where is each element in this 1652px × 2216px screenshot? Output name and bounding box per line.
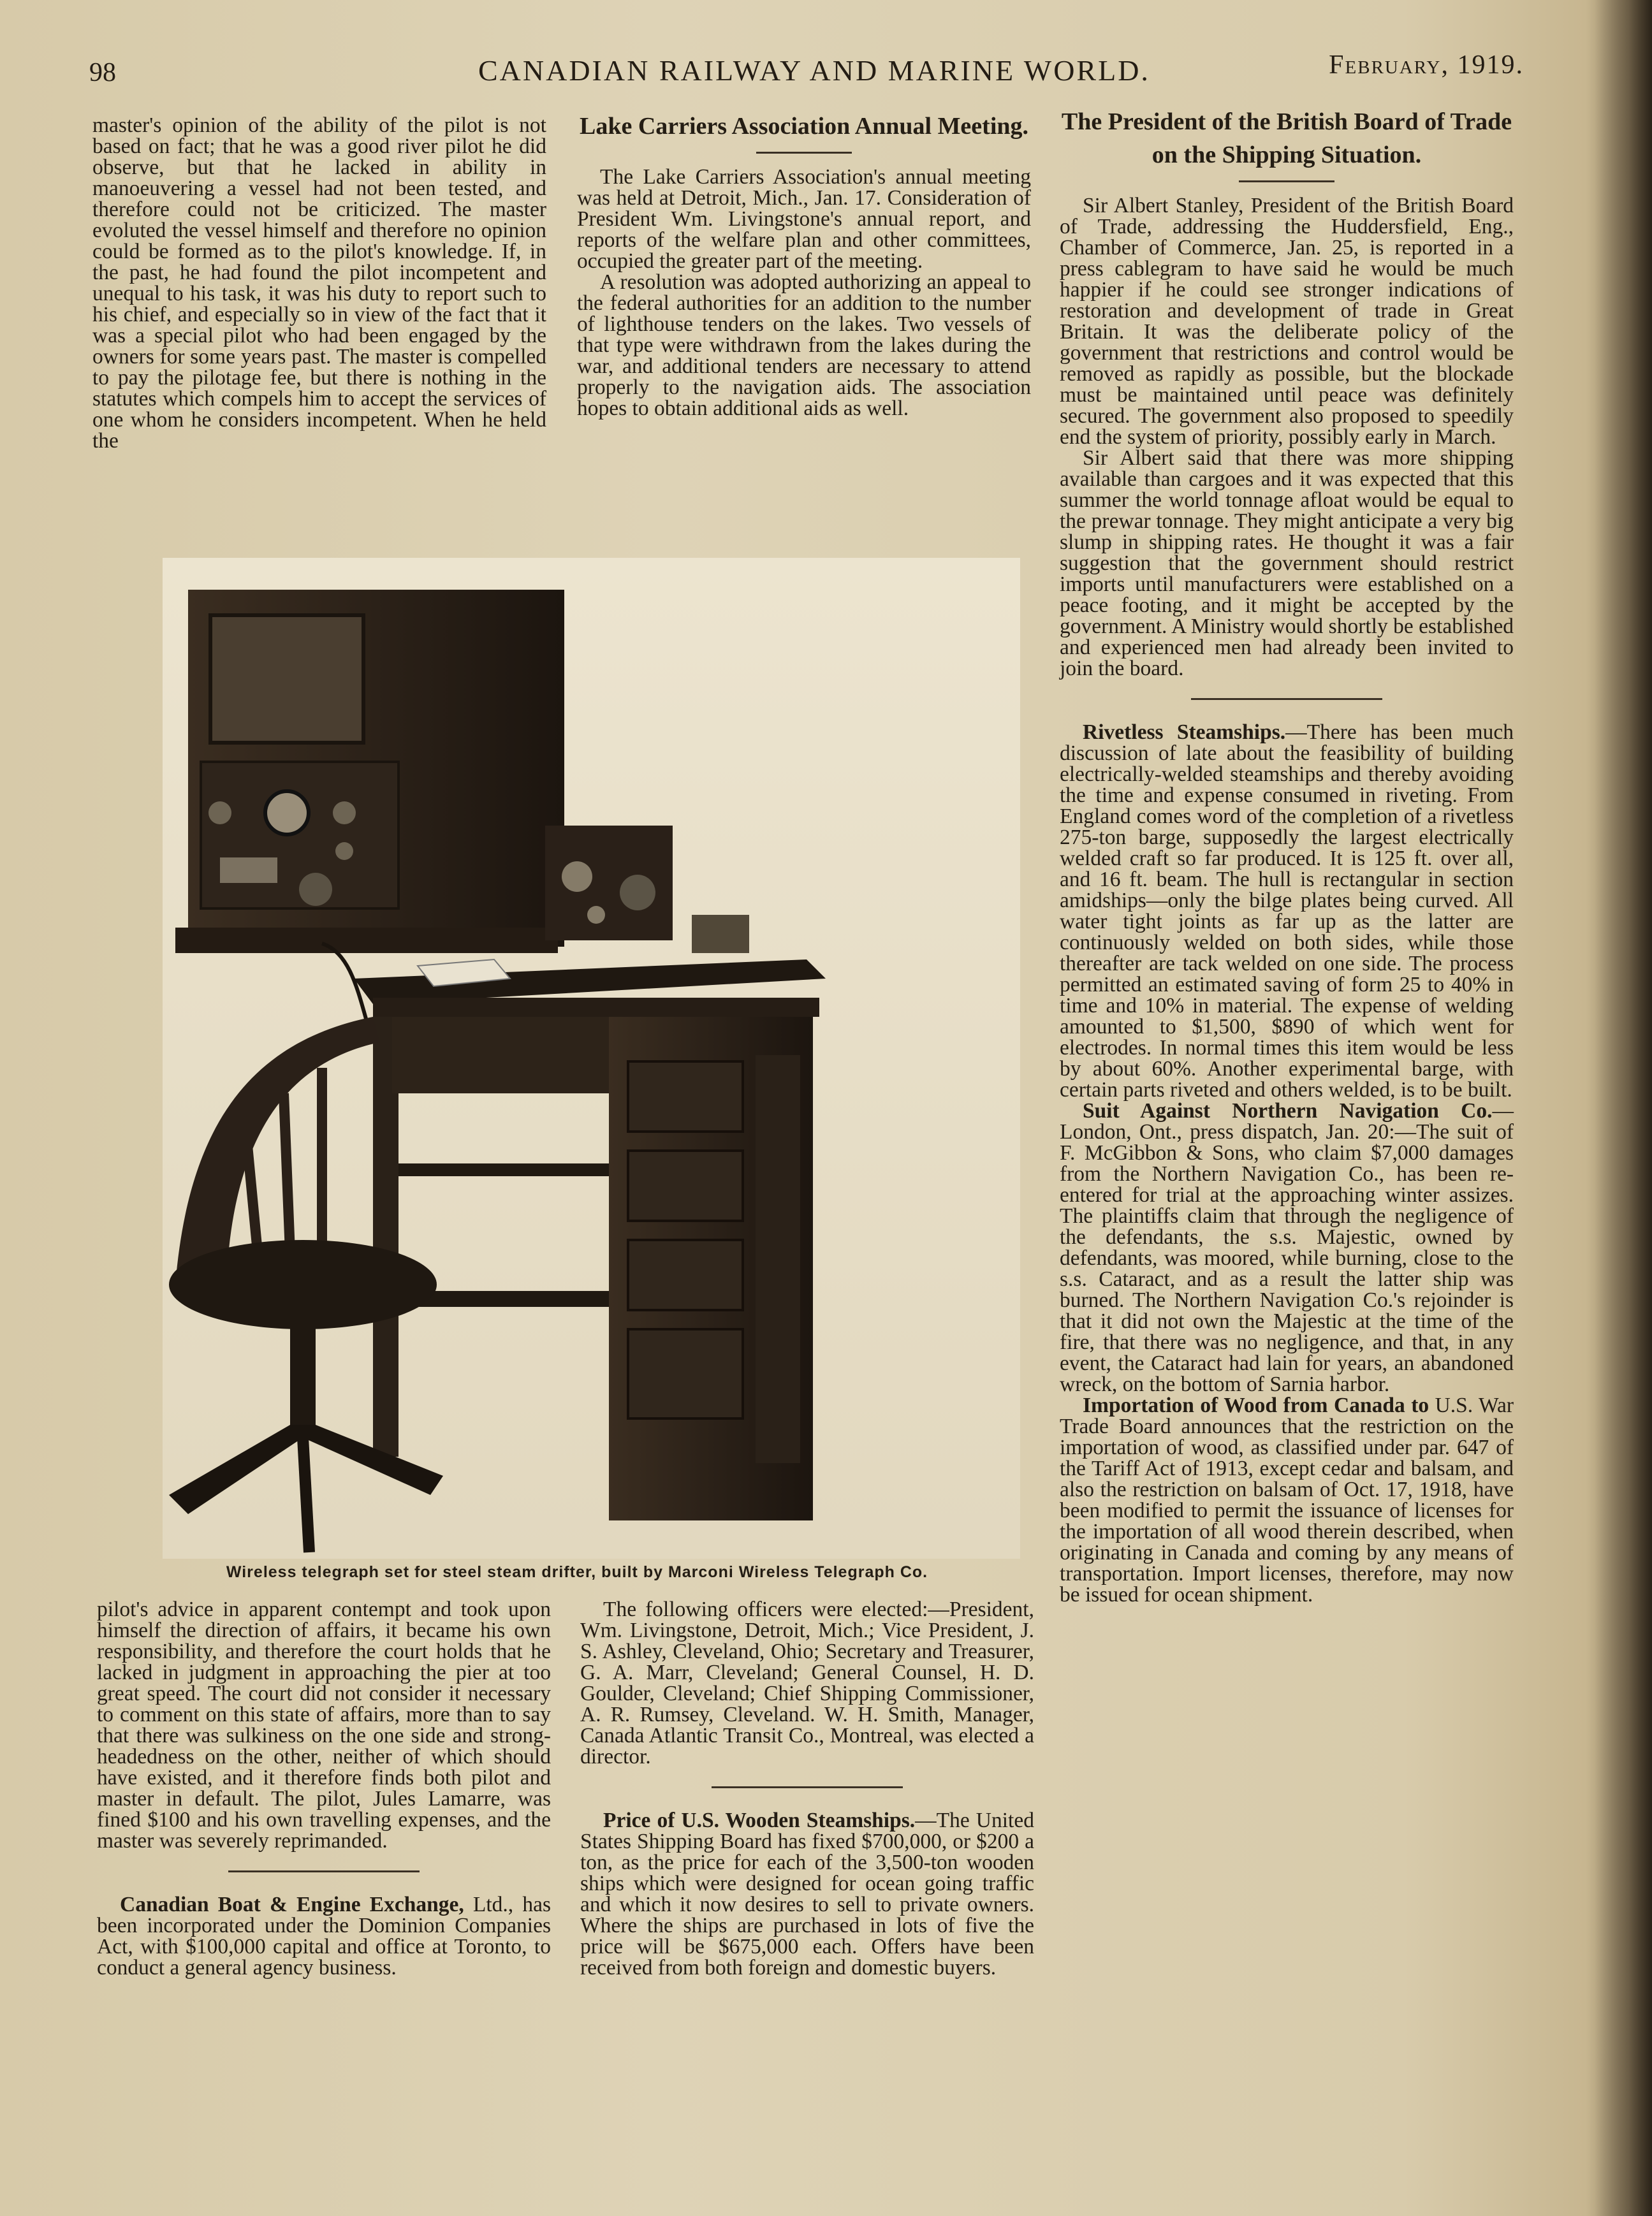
importation-heading: Importation of Wood from Canada to (1083, 1394, 1429, 1417)
wireless-set-photo (163, 558, 1020, 1559)
wireless-set-illustration (163, 558, 1020, 1559)
lake-carriers-p1: The Lake Carriers Association's annual meeting was held at Detroit, Mich., Jan. 17. Consideration of President Wm. Livingstone's annual report, and reports of the welfare plan and other committees, occupied the greater part of the meeting. (577, 165, 1031, 273)
divider (228, 1870, 420, 1872)
divider (756, 152, 852, 154)
publication-title: CANADIAN RAILWAY AND MARINE WORLD. (478, 54, 1150, 87)
column-1-bottom (97, 1599, 551, 1978)
price-steamships-body: —The United States Shipping Board has fixed $700,000, or $200 a ton, as the price for each of the 3,500-ton wooden ships which were designed for ocean going traffic and which it now desires to sell to private owners. Where the ships are purchased in lots of five the price will be $675,000 each. Offers have been received from both foreign and domestic buyers. (580, 1809, 1034, 1979)
lake-carriers-p2: A resolution was adopted authorizing an appeal to the federal authorities for an addition to the number of lighthouse tenders on the lakes. Two vessels of that type were withdrawn from the lakes during the war, and additional tenders are necessary to attend properly to the navigation aids. The association hopes to obtain additional aids as well. (577, 270, 1031, 420)
rivetless-heading: Rivetless Steamships. (1083, 720, 1286, 744)
binding-shadow (1595, 0, 1652, 2216)
running-header (89, 45, 1524, 96)
price-steamships-heading: Price of U.S. Wooden Steamships. (603, 1809, 916, 1832)
pilot-case-text-1: master's opinion of the ability of the pilot is not based on fact; that he was a good river pilot he did observe, but that he lacked in ability in manoeuvering a vessel had not been tested, and therefore could not be criticized. The master evoluted the vessel himself and therefore no opinion could be formed as to the pilot's knowledge. If, in the past, he had found the pilot incompetent and unequal to his task, it was his duty to report such to his chief, and especially so in view of the fact that it was a special pilot who had been engaged by the owners for some years past. The master is compelled to pay the pilotage fee, but there is nothing in the statutes which compels him to accept the services of one whom he considers incompetent. When he held the (92, 113, 546, 453)
photo-caption: Wireless telegraph set for steel steam drifter, built by Marconi Wireless Telegraph Co. (226, 1563, 928, 1581)
column-3 (1060, 105, 1514, 1605)
canadian-boat-heading: Canadian Boat & Engine Exchange, (120, 1893, 464, 1916)
suit-heading: Suit Against Northern Navigation Co. (1083, 1099, 1493, 1123)
divider (1239, 180, 1334, 182)
rivetless-article (1060, 722, 1514, 1100)
british-board-p1: Sir Albert Stanley, President of the British Board of Trade, addressing the Huddersfield, Eng., Chamber of Commerce, Jan. 25, is reported in a press cablegram to have said he would be much happier if he could see stronger indications of restoration and development of trade in Great Britain. It was the deliberate policy of the government that restrictions and control would be removed as rapidly as possible, but the blockade must be maintained until peace was definitely secured. The government also proposed to speedily end the system of priority, possibly early in March. (1060, 194, 1514, 449)
rivetless-body: —There has been much discussion of late about the feasibility of building electrically-welded steamships and thereby avoiding the time and expense consumed in riveting. From England comes word of the completion of a rivetless 275-ton barge, supposedly the largest electrically welded craft so far produced. It is 125 ft. over all, and 16 ft. beam. The hull is rectangular in section amidships—only the bilge plates being curved. All water tight joints as far up as the latter are continuously welded on both sides, while those thereafter are tack welded on one side. The process permitted an estimated saving of form 25 to 40% in time and 10% in material. The expense of welding amounted to $1,500, $890 of which went for electrodes. In normal times this item would be less by about 60%. Another experimental barge, with certain parts riveted and others welded, is to be built. (1060, 720, 1514, 1102)
importation-article (1060, 1395, 1514, 1605)
divider (1191, 698, 1382, 700)
importation-body: U.S. War Trade Board announces that the restriction on the importation of wood, as classified under par. 647 of the Tariff Act of 1913, except cedar and balsam, and also the restriction on balsam of Oct. 17, 1918, have been modified to permit the issuance of licenses for the importation of all wood therein described, when originating in Canada and coming by any means of transportation. Import licenses, therefore, may now be issued for ocean shipment. (1060, 1394, 1514, 1607)
column-2-top (577, 110, 1031, 419)
lake-carriers-p3: The following officers were elected:—President, Wm. Livingstone, Detroit, Mich.; Vice President, J. S. Ashley, Cleveland, Ohio; Secretary and Treasurer, G. A. Marr, Cleveland; General Counsel, H. D. Goulder, Cleveland; Chief Shipping Commissioner, A. R. Rumsey, Cleveland. W. H. Smith, Manager, Canada Atlantic Transit Co., Montreal, was elected a director. (580, 1598, 1034, 1768)
page-number: 98 (89, 58, 116, 87)
divider (712, 1786, 903, 1788)
suit-body: —London, Ont., press dispatch, Jan. 20:—The suit of F. McGibbon & Sons, who claim $7,000 damages from the Northern Navigation Co., has been re-entered for trial at the approaching winter assizes. The plaintiffs claim that through the negligence of the defendants, the s.s. Majestic, owned by defendants, was moored, while burning, close to the s.s. Cataract, and as a result the latter ship was burned. The Northern Navigation Co.'s rejoinder is that it did not own the Majestic at the time of the fire, that there was no negligence, and that, in any event, the Cataract had lain for years, an abandoned wreck, on the bottom of Sarnia harbor. (1060, 1099, 1514, 1396)
canadian-boat-body: Ltd., has been incorporated under the Dominion Companies Act, with $100,000 capital and office at Toronto, to conduct a general agency business. (97, 1893, 551, 1979)
issue-date: February, 1919. (1329, 50, 1524, 80)
british-board-title: The President of the British Board of Trade on the Shipping Situation. (1061, 108, 1512, 168)
lake-carriers-title: Lake Carriers Association Annual Meeting. (579, 113, 1029, 140)
price-steamships-article (580, 1810, 1034, 1978)
column-2-bottom (580, 1599, 1034, 1978)
canadian-boat-article (97, 1894, 551, 1978)
british-board-p2: Sir Albert said that there was more shipping available than cargoes and it was expected that this summer the world tonnage afloat would be equal to the prewar tonnage. They might anticipate a very big slump in shipping rates. He thought it was a fair suggestion that the government should restrict imports until manufacturers were established on a peace footing, and it might be accepted by the government. A Ministry would shortly be established and experienced men had already been invited to join the board. (1060, 446, 1514, 680)
pilot-case-text-2: pilot's advice in apparent contempt and took upon himself the direction of affairs, it became his own responsibility, and therefore the court holds that he lacked in judgment in approaching the pier at too great speed. The court did not consider it necessary to comment on this state of affairs, more than to say that there was sulkiness on the one side and strong-headedness on the other, neither of which should have existed, and it therefore finds both pilot and master in default. The pilot, Jules Lamarre, was fined $100 and his own travelling expenses, and the master was severely reprimanded. (97, 1598, 551, 1853)
column-1-top (92, 115, 546, 451)
suit-article (1060, 1100, 1514, 1395)
